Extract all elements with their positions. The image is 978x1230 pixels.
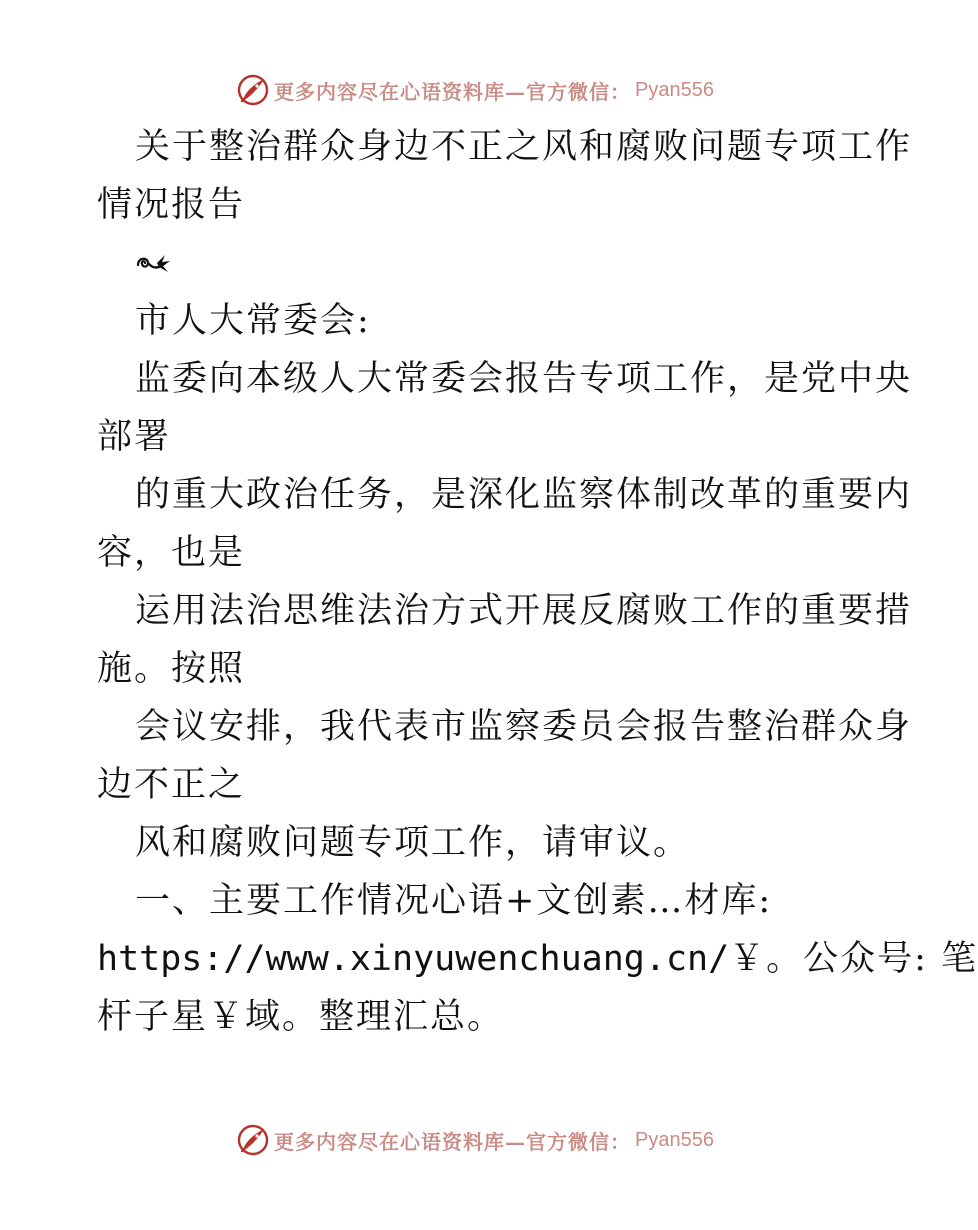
paragraph-2-line-2: 容，也是 [97, 533, 246, 573]
pen-logo-icon [236, 1123, 270, 1157]
paragraph-3-line-1: 运用法治思维法治方式开展反腐败工作的重要措 [135, 591, 913, 631]
paragraph-4-line-2: 边不正之 [97, 765, 246, 805]
section-1-line-2-rest: ￥。公众号: 笔 [729, 939, 978, 979]
section-1-line-2 [97, 930, 978, 988]
paragraph-4-line-1: 会议安排，我代表市监察委员会报告整治群众身 [135, 707, 913, 747]
document-title-line-1: 关于整治群众身边不正之风和腐败问题专项工作 [135, 127, 913, 167]
pen-logo-icon [236, 73, 270, 107]
paragraph-1-line-2: 部署 [97, 417, 172, 457]
section-1-url-link[interactable]: https://www.xinyuwenchuang.cn/ [97, 939, 730, 979]
watermark-wechat-id: Pyan556 [635, 78, 714, 101]
watermark-wechat-id: Pyan556 [635, 1128, 714, 1151]
paragraph-3-line-2: 施。按照 [97, 649, 246, 689]
watermark-text: 更多内容尽在心语资料库—官方微信： [274, 79, 632, 104]
paragraph-2-line-1: 的重大政治任务，是深化监察体制改革的重要内 [135, 475, 913, 515]
document-title-line-2: 情况报告 [97, 185, 246, 225]
watermark-text: 更多内容尽在心语资料库—官方微信： [274, 1129, 632, 1154]
section-1-line-3: 杆子星￥域。整理汇总。 [97, 997, 505, 1037]
footer-watermark [0, 1120, 950, 1160]
section-1-heading: 一、主要工作情况心语+文创素…材库: [135, 881, 773, 921]
paragraph-1-line-1: 监委向本级人大常委会报告专项工作，是党中央 [135, 359, 913, 399]
decorative-ornament-icon [97, 234, 857, 292]
paragraph-5-line-1: 风和腐败问题专项工作，请审议。 [135, 823, 691, 863]
salutation: 市人大常委会: [135, 301, 371, 341]
header-watermark [0, 70, 950, 110]
document-body [97, 118, 978, 1046]
